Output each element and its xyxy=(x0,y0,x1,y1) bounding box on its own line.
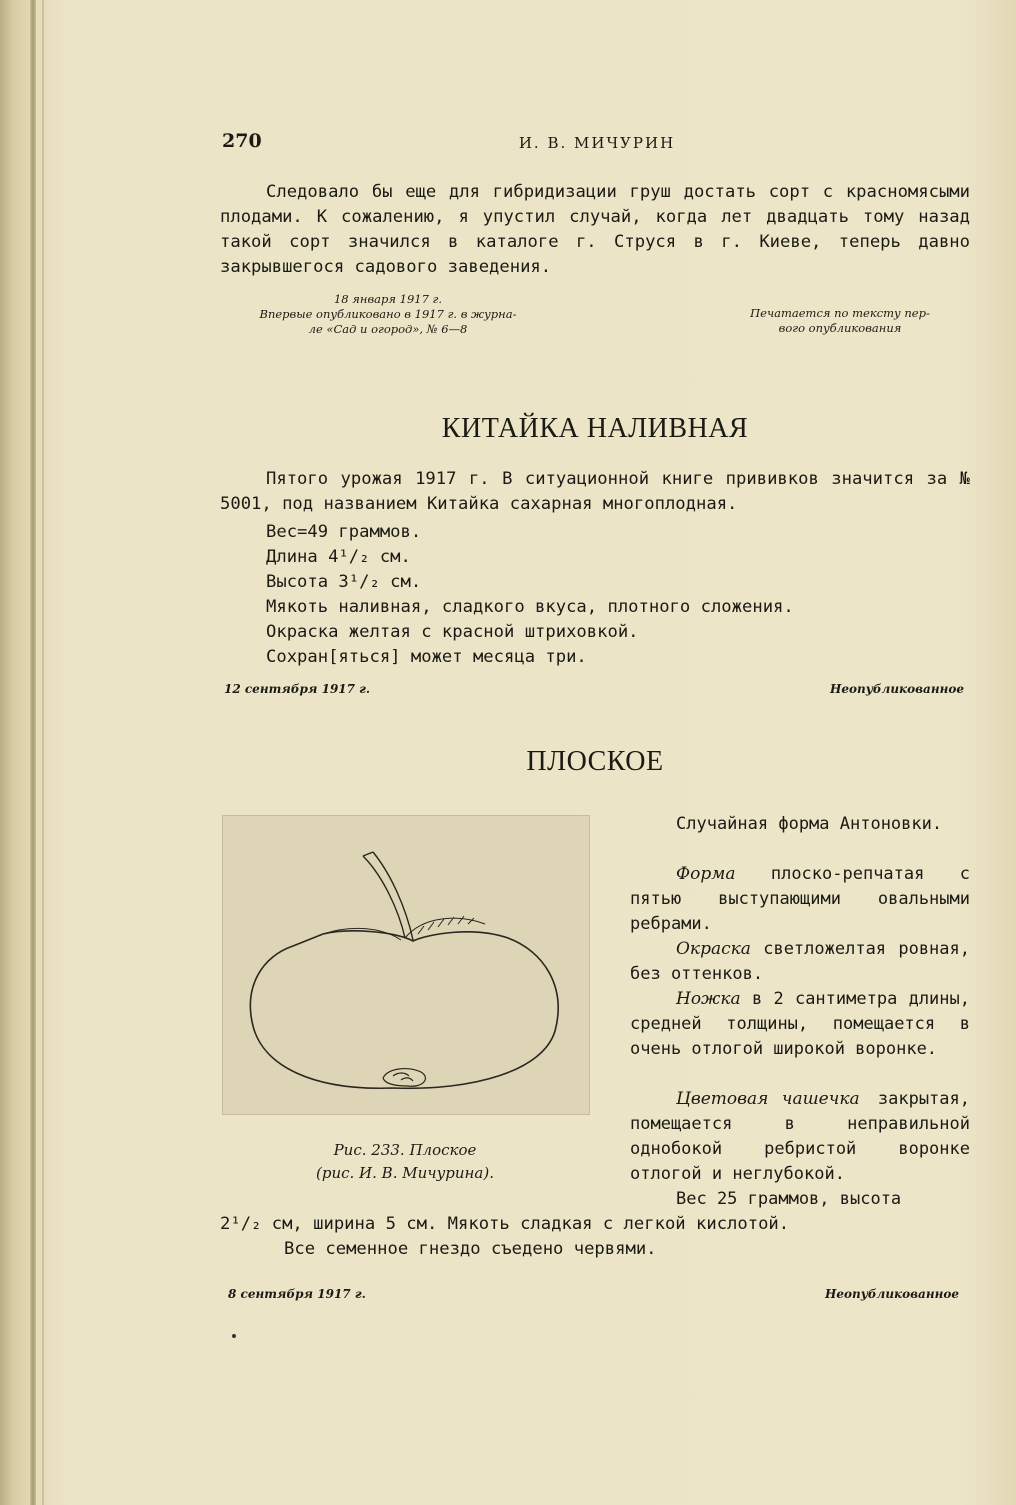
first-published-line1: Впервые опубликовано в 1917 г. в журна- xyxy=(259,307,517,321)
intro-note-left xyxy=(218,292,558,337)
book-spine-edge xyxy=(42,0,44,1505)
kitaika-paragraph: Пятого урожая 1917 г. В ситуационной книге прививков значится за № 5001, под названием Китайка сахарная многоплодная. xyxy=(220,469,970,514)
kitaika-date: 12 сентября 1917 г. xyxy=(224,682,371,696)
kitaika-weight: Вес=49 граммов. xyxy=(266,522,422,542)
running-header xyxy=(222,130,972,160)
section-title-kitaika: КИТАЙКА НАЛИВНАЯ xyxy=(441,413,749,444)
book-spine xyxy=(30,0,36,1505)
ploskoe-p3 xyxy=(630,937,970,987)
calyx-text: закрытая, помещается в неправильной однобокой ребристой воронке отлогой и неглубокой. xyxy=(630,1089,970,1184)
printed-from-line2: вого опубликования xyxy=(778,321,902,335)
kitaika-color: Окраска желтая с красной штриховкой. xyxy=(266,622,639,642)
stalk-label: Ножка xyxy=(676,989,741,1009)
apple-illustration xyxy=(222,815,590,1115)
apple-drawing xyxy=(223,816,589,1114)
intro-note-date: 18 января 1917 г. xyxy=(333,292,443,306)
ploskoe-p6-line2: 2¹/₂ см, ширина 5 см. Мякоть сладкая с легкой кислотой. xyxy=(220,1214,790,1234)
calyx-label: Цветовая чашечка xyxy=(676,1089,860,1109)
figure-caption-line2: (рис. И. В. Мичурина). xyxy=(316,1164,494,1182)
color-label: Окраска xyxy=(676,939,751,959)
kitaika-flesh: Мякоть наливная, сладкого вкуса, плотного сложения. xyxy=(266,597,794,617)
apple-calyx xyxy=(383,1069,425,1087)
first-published-line2: ле «Сад и огород», № 6—8 xyxy=(308,322,468,336)
figure-caption xyxy=(222,1139,588,1185)
apple-stem xyxy=(363,852,413,940)
form-label: Форма xyxy=(676,864,736,884)
ploskoe-status: Неопубликованное xyxy=(825,1287,959,1301)
form-text: плоско-репчатая с пятью выступающими овальными ребрами. xyxy=(630,864,970,934)
ploskoe-p2 xyxy=(630,862,970,937)
intro-note-right xyxy=(720,306,960,336)
ploskoe-p7: Все семенное гнездо съедено червями. xyxy=(284,1239,657,1259)
section-title-ploskoe: ПЛОСКОЕ xyxy=(526,746,664,777)
running-title: И. В. МИЧУРИН xyxy=(518,134,676,152)
apple-outline xyxy=(250,931,558,1088)
intro-paragraph: Следовало бы еще для гибридизации груш достать сорт с красномясыми плодами. К сожалению, я упустил случай, когда лет двадцать тому назад такой сорт значился в каталоге г. Струся в г. Киеве, теперь давно закрывшегося садового заведения. xyxy=(220,182,970,277)
stalk-text: в 2 сантиметра длины, средней толщины, помещается в очень отлогой широкой воронке. xyxy=(630,989,970,1059)
print-speck xyxy=(232,1334,236,1338)
ploskoe-p1: Случайная форма Антоновки. xyxy=(676,814,943,834)
ploskoe-date: 8 сентября 1917 г. xyxy=(228,1287,366,1301)
figure-caption-line1: Рис. 233. Плоское xyxy=(333,1141,477,1159)
ploskoe-p6-line1: Вес 25 граммов, высота xyxy=(676,1189,902,1209)
kitaika-height: Высота 3¹/₂ см. xyxy=(266,572,422,592)
kitaika-status: Неопубликованное xyxy=(830,682,964,696)
kitaika-storage: Сохран[яться] может месяца три. xyxy=(266,647,587,667)
ploskoe-p5 xyxy=(630,1087,970,1187)
color-text: светложелтая ровная, без оттенков. xyxy=(630,939,970,984)
ploskoe-p4 xyxy=(630,987,970,1062)
kitaika-length: Длина 4¹/₂ см. xyxy=(266,547,411,567)
page-number: 270 xyxy=(222,130,262,152)
printed-from-line1: Печатается по тексту пер- xyxy=(750,306,930,320)
